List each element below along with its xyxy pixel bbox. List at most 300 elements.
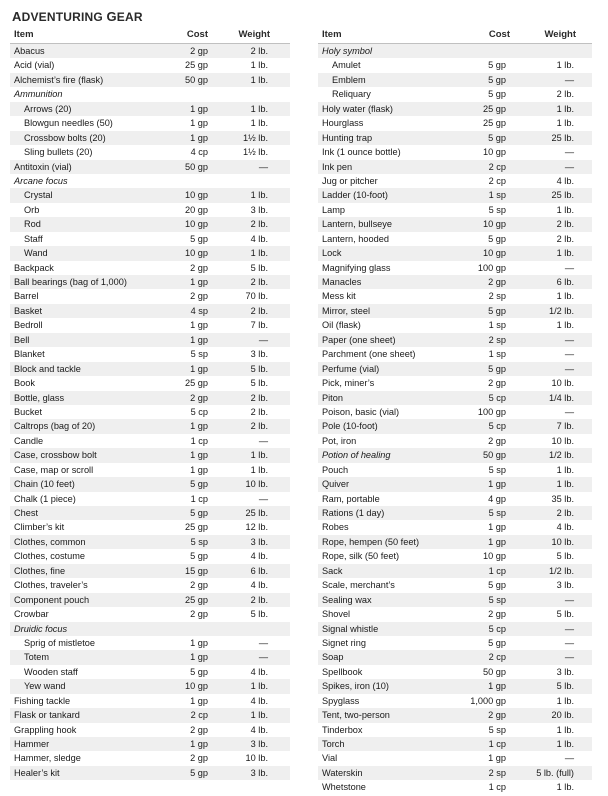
item-cost: 2 gp <box>488 378 506 389</box>
table-row <box>10 58 290 72</box>
header-cost: Cost <box>488 29 510 40</box>
item-cost: 1 cp <box>488 782 506 793</box>
table-row <box>10 102 290 116</box>
item-cost: 1 gp <box>190 320 208 331</box>
item-name: Case, crossbow bolt <box>14 450 97 461</box>
item-name: Waterskin <box>322 767 363 778</box>
item-weight: — <box>564 74 574 85</box>
table-row <box>10 188 290 202</box>
table-row <box>318 102 592 116</box>
item-weight: 1/2 lb. <box>548 565 574 576</box>
table-row <box>318 549 592 563</box>
table-header <box>10 26 290 44</box>
table-row <box>318 737 592 751</box>
item-cost: 1 cp <box>190 493 208 504</box>
item-weight: 1 lb. <box>250 464 268 475</box>
item-weight: 6 lb. <box>556 277 574 287</box>
item-name: Ball bearings (bag of 1,000) <box>14 277 127 287</box>
table-row <box>318 246 592 260</box>
item-weight: 5 lb. (full) <box>536 767 574 778</box>
table-row <box>10 737 290 751</box>
item-weight: 1 lb. <box>556 739 574 749</box>
right-table <box>318 26 592 795</box>
item-name: Holy water (flask) <box>322 103 393 114</box>
item-cost: 2 sp <box>488 291 506 302</box>
item-weight: 2 lb. <box>556 219 574 230</box>
item-weight: 1 lb. <box>556 320 574 331</box>
table-row <box>318 607 592 621</box>
table-row <box>10 391 290 405</box>
item-weight: 3 lb. <box>250 767 268 778</box>
item-weight: 70 lb. <box>245 291 268 302</box>
item-name: Mirror, steel <box>322 305 370 316</box>
table-row <box>318 217 592 231</box>
table-row <box>10 160 290 174</box>
item-name: Basket <box>14 305 43 316</box>
table-row <box>10 723 290 737</box>
item-cost: 2 gp <box>488 277 506 287</box>
table-row <box>10 506 290 520</box>
item-cost: 1 cp <box>488 565 506 576</box>
item-name: Manacles <box>322 277 362 287</box>
item-cost: 5 cp <box>488 392 506 403</box>
item-name: Barrel <box>14 291 39 302</box>
table-row <box>318 708 592 722</box>
item-cost: 5 gp <box>488 132 506 143</box>
item-cost: 10 gp <box>185 190 208 201</box>
item-cost: 5 gp <box>190 767 208 778</box>
table-row <box>318 405 592 419</box>
item-weight: — <box>258 637 268 648</box>
item-name: Pole (10-foot) <box>322 421 378 432</box>
table-row <box>318 636 592 650</box>
table-row <box>318 593 592 607</box>
item-name: Grappling hook <box>14 724 77 735</box>
item-weight: 1 lb. <box>250 74 268 85</box>
item-name: Spikes, iron (10) <box>322 681 389 692</box>
item-weight: 3 lb. <box>250 349 268 360</box>
item-weight: 2 lb. <box>556 233 574 244</box>
item-cost: 5 gp <box>190 233 208 244</box>
item-cost: 1 gp <box>488 479 506 490</box>
item-cost: 1 sp <box>488 190 506 201</box>
item-weight: 1 lb. <box>556 782 574 793</box>
item-cost: 1 cp <box>488 739 506 749</box>
item-cost: 1 gp <box>190 103 208 114</box>
table-row <box>318 463 592 477</box>
item-weight: — <box>564 637 574 648</box>
item-name: Chest <box>14 508 39 518</box>
item-weight: 5 lb. <box>250 363 268 374</box>
table-row <box>10 607 290 621</box>
item-name: Crossbow bolts (20) <box>24 132 106 143</box>
item-weight: 1 lb. <box>556 118 574 129</box>
item-name: Book <box>14 378 35 389</box>
item-weight: 10 lb. <box>245 479 268 490</box>
item-weight: 5 lb. <box>556 609 574 620</box>
item-weight: 4 lb. <box>250 695 268 706</box>
item-name: Antitoxin (vial) <box>14 161 72 172</box>
item-cost: 10 gp <box>185 248 208 259</box>
table-row <box>10 73 290 87</box>
item-cost: 10 gp <box>483 248 506 259</box>
table-row <box>10 708 290 722</box>
item-cost: 1 gp <box>190 421 208 432</box>
item-weight: 2 lb. <box>556 89 574 100</box>
table-row <box>10 766 290 780</box>
item-cost: 2 cp <box>488 175 506 186</box>
table-row <box>318 318 592 332</box>
item-cost: 2 sp <box>488 767 506 778</box>
table-row <box>318 188 592 202</box>
table-row <box>10 275 290 289</box>
item-weight: 2 lb. <box>250 594 268 605</box>
item-weight: 1 lb. <box>250 103 268 114</box>
item-weight: 3 lb. <box>556 580 574 591</box>
item-cost: 1 gp <box>190 334 208 345</box>
item-weight: 1 lb. <box>556 204 574 215</box>
item-weight: — <box>564 652 574 663</box>
item-name: Amulet <box>332 60 361 71</box>
item-weight: 3 lb. <box>250 739 268 749</box>
item-cost: 5 sp <box>488 204 506 215</box>
item-weight: 5 lb. <box>250 609 268 620</box>
header-cost: Cost <box>186 29 208 40</box>
item-cost: 2 gp <box>190 46 208 56</box>
item-cost: 5 gp <box>190 551 208 562</box>
table-row <box>318 58 592 72</box>
item-weight: — <box>564 262 574 273</box>
item-weight: 25 lb. <box>551 132 574 143</box>
item-weight: 4 lb. <box>556 175 574 186</box>
table-row <box>318 73 592 87</box>
item-name: Climber’s kit <box>14 522 65 533</box>
item-weight: — <box>258 435 268 446</box>
item-weight: — <box>258 493 268 504</box>
item-name: Abacus <box>14 46 45 56</box>
item-cost: 25 gp <box>483 103 506 114</box>
item-weight: — <box>564 594 574 605</box>
table-row <box>10 419 290 433</box>
item-cost: 10 gp <box>483 551 506 562</box>
item-cost: 4 sp <box>190 305 208 316</box>
item-cost: 1 gp <box>190 652 208 663</box>
item-name: Sling bullets (20) <box>24 147 93 158</box>
item-name: Torch <box>322 739 345 749</box>
item-name: Reliquary <box>332 89 371 100</box>
item-name: Holy symbol <box>322 46 373 56</box>
item-cost: 5 gp <box>190 508 208 518</box>
item-cost: 2 gp <box>190 609 208 620</box>
table-row <box>318 622 592 636</box>
item-cost: 1 gp <box>190 695 208 706</box>
table-row <box>10 434 290 448</box>
table-row <box>318 333 592 347</box>
item-cost: 20 gp <box>185 204 208 215</box>
table-row <box>318 203 592 217</box>
item-weight: — <box>564 363 574 374</box>
item-weight: 1 lb. <box>250 60 268 71</box>
item-name: Hammer, sledge <box>14 753 81 764</box>
item-name: Quiver <box>322 479 350 490</box>
item-name: Robes <box>322 522 349 533</box>
table-row <box>318 347 592 361</box>
table-row <box>10 87 290 101</box>
table-row <box>10 679 290 693</box>
item-name: Rope, silk (50 feet) <box>322 551 400 562</box>
item-name: Spellbook <box>322 666 363 677</box>
item-cost: 2 gp <box>488 710 506 721</box>
item-name: Rope, hempen (50 feet) <box>322 536 420 547</box>
item-weight: 1 lb. <box>556 724 574 735</box>
item-cost: 50 gp <box>185 74 208 85</box>
table-row <box>10 650 290 664</box>
item-weight: 1½ lb. <box>242 147 268 158</box>
table-row <box>10 665 290 679</box>
item-name: Lock <box>322 248 342 259</box>
item-cost: 2 gp <box>190 753 208 764</box>
item-name: Chalk (1 piece) <box>14 493 76 504</box>
item-name: Orb <box>24 204 40 215</box>
table-row <box>10 232 290 246</box>
item-name: Oil (flask) <box>322 320 361 331</box>
item-name: Ink (1 ounce bottle) <box>322 147 401 158</box>
table-row <box>10 217 290 231</box>
item-name: Hunting trap <box>322 132 373 143</box>
item-name: Blanket <box>14 349 45 360</box>
table-row <box>318 174 592 188</box>
header-weight: Weight <box>544 29 576 40</box>
item-name: Blowgun needles (50) <box>24 118 113 129</box>
item-weight: 5 lb. <box>556 681 574 692</box>
item-cost: 2 cp <box>488 161 506 172</box>
item-weight: 1½ lb. <box>242 132 268 143</box>
item-cost: 5 gp <box>488 74 506 85</box>
item-weight: 1 lb. <box>556 479 574 490</box>
item-cost: 25 gp <box>483 118 506 129</box>
item-weight: 1/2 lb. <box>548 305 574 316</box>
item-name: Wand <box>24 248 48 259</box>
item-name: Candle <box>14 435 44 446</box>
table-row <box>318 766 592 780</box>
item-weight: 3 lb. <box>250 204 268 215</box>
item-cost: 4 cp <box>190 147 208 158</box>
item-weight: 4 lb. <box>250 724 268 735</box>
item-cost: 50 gp <box>483 450 506 461</box>
item-name: Sprig of mistletoe <box>24 637 95 648</box>
item-cost: 10 gp <box>483 219 506 230</box>
table-row <box>318 275 592 289</box>
item-name: Ammunition <box>14 89 63 100</box>
item-cost: 5 gp <box>488 637 506 648</box>
item-name: Case, map or scroll <box>14 464 94 475</box>
item-weight: — <box>258 652 268 663</box>
item-name: Bell <box>14 334 30 345</box>
item-name: Crystal <box>24 190 53 201</box>
item-weight: 1 lb. <box>250 118 268 129</box>
item-weight: 10 lb. <box>551 536 574 547</box>
item-name: Acid (vial) <box>14 60 55 71</box>
item-name: Healer’s kit <box>14 767 60 778</box>
item-cost: 1 gp <box>190 363 208 374</box>
item-weight: 25 lb. <box>551 190 574 201</box>
table-row <box>10 549 290 563</box>
item-weight: 25 lb. <box>245 508 268 518</box>
table-row <box>318 564 592 578</box>
item-cost: 25 gp <box>185 60 208 71</box>
item-cost: 1 cp <box>190 435 208 446</box>
item-weight: 2 lb. <box>250 392 268 403</box>
item-cost: 1 gp <box>488 536 506 547</box>
table-row <box>10 44 290 58</box>
table-row <box>10 246 290 260</box>
item-name: Parchment (one sheet) <box>322 349 416 360</box>
item-name: Rations (1 day) <box>322 508 385 518</box>
item-name: Clothes, traveler’s <box>14 580 88 591</box>
item-cost: 5 gp <box>488 89 506 100</box>
item-name: Signet ring <box>322 637 366 648</box>
item-cost: 5 sp <box>190 349 208 360</box>
item-cost: 5 sp <box>190 536 208 547</box>
item-name: Chain (10 feet) <box>14 479 75 490</box>
item-weight: — <box>564 349 574 360</box>
table-row <box>10 636 290 650</box>
item-name: Caltrops (bag of 20) <box>14 421 96 432</box>
item-cost: 5 gp <box>190 666 208 677</box>
item-name: Wooden staff <box>24 666 78 677</box>
item-weight: 12 lb. <box>245 522 268 533</box>
table-row <box>10 578 290 592</box>
item-name: Lantern, hooded <box>322 233 389 244</box>
table-row <box>318 362 592 376</box>
item-name: Arcane focus <box>14 175 68 186</box>
item-cost: 1 gp <box>190 637 208 648</box>
item-name: Paper (one sheet) <box>322 334 396 345</box>
item-weight: 4 lb. <box>556 522 574 533</box>
table-row <box>318 751 592 765</box>
item-weight: 1 lb. <box>250 450 268 461</box>
table-row <box>318 116 592 130</box>
table-row <box>318 578 592 592</box>
item-name: Lantern, bullseye <box>322 219 392 230</box>
item-name: Soap <box>322 652 344 663</box>
item-cost: 1 gp <box>488 753 506 764</box>
item-cost: 5 gp <box>488 305 506 316</box>
item-name: Ink pen <box>322 161 353 172</box>
table-row <box>10 492 290 506</box>
table-row <box>318 160 592 174</box>
item-name: Totem <box>24 652 50 663</box>
item-weight: 7 lb. <box>250 320 268 331</box>
item-weight: 10 lb. <box>551 435 574 446</box>
item-cost: 1 gp <box>488 522 506 533</box>
item-weight: 3 lb. <box>556 666 574 677</box>
item-name: Pouch <box>322 464 349 475</box>
item-weight: 2 lb. <box>250 421 268 432</box>
item-weight: — <box>258 161 268 172</box>
item-cost: 5 cp <box>488 421 506 432</box>
item-name: Flask or tankard <box>14 710 80 721</box>
item-cost: 100 gp <box>477 406 506 417</box>
item-name: Bedroll <box>14 320 43 331</box>
table-row <box>10 289 290 303</box>
table-row <box>318 434 592 448</box>
item-name: Backpack <box>14 262 54 273</box>
item-cost: 1 gp <box>190 277 208 287</box>
item-name: Crowbar <box>14 609 49 620</box>
table-row <box>10 304 290 318</box>
item-name: Mess kit <box>322 291 356 302</box>
item-name: Shovel <box>322 609 351 620</box>
table-row <box>318 506 592 520</box>
item-name: Rod <box>24 219 41 230</box>
table-row <box>10 751 290 765</box>
table-row <box>10 174 290 188</box>
table-row <box>10 405 290 419</box>
table-row <box>10 593 290 607</box>
item-name: Ladder (10-foot) <box>322 190 388 201</box>
item-cost: 10 gp <box>483 147 506 158</box>
item-cost: 2 gp <box>190 262 208 273</box>
table-row <box>318 131 592 145</box>
item-weight: 6 lb. <box>250 565 268 576</box>
table-row <box>318 650 592 664</box>
item-cost: 2 gp <box>190 724 208 735</box>
table-row <box>318 419 592 433</box>
table-row <box>318 477 592 491</box>
item-name: Bucket <box>14 406 43 417</box>
item-weight: 2 lb. <box>250 277 268 287</box>
item-cost: 2 cp <box>190 710 208 721</box>
table-row <box>10 261 290 275</box>
item-name: Clothes, common <box>14 536 86 547</box>
table-row <box>318 289 592 303</box>
table-row <box>10 131 290 145</box>
item-cost: 1 gp <box>190 464 208 475</box>
item-cost: 1 gp <box>190 450 208 461</box>
item-name: Clothes, costume <box>14 551 85 562</box>
item-cost: 5 sp <box>488 594 506 605</box>
item-cost: 5 sp <box>488 464 506 475</box>
item-weight: 5 lb. <box>556 551 574 562</box>
item-cost: 2 cp <box>488 652 506 663</box>
table-row <box>318 665 592 679</box>
item-weight: 1 lb. <box>556 291 574 302</box>
item-name: Clothes, fine <box>14 565 66 576</box>
item-cost: 25 gp <box>185 522 208 533</box>
item-name: Pot, iron <box>322 435 357 446</box>
item-weight: — <box>564 623 574 634</box>
item-cost: 2 sp <box>488 334 506 345</box>
item-cost: 1 sp <box>488 320 506 331</box>
item-name: Pick, miner’s <box>322 378 375 389</box>
table-row <box>10 116 290 130</box>
item-weight: 1 lb. <box>556 103 574 114</box>
item-weight: 10 lb. <box>551 378 574 389</box>
table-row <box>318 492 592 506</box>
item-weight: 4 lb. <box>250 580 268 591</box>
table-header <box>318 26 592 44</box>
item-weight: 1 lb. <box>250 710 268 721</box>
item-cost: 1 gp <box>488 681 506 692</box>
item-weight: 1 lb. <box>556 248 574 259</box>
table-row <box>318 376 592 390</box>
item-name: Fishing tackle <box>14 695 71 706</box>
table-body <box>10 44 290 780</box>
table-row <box>318 520 592 534</box>
item-name: Magnifying glass <box>322 262 391 273</box>
item-name: Arrows (20) <box>24 103 72 114</box>
